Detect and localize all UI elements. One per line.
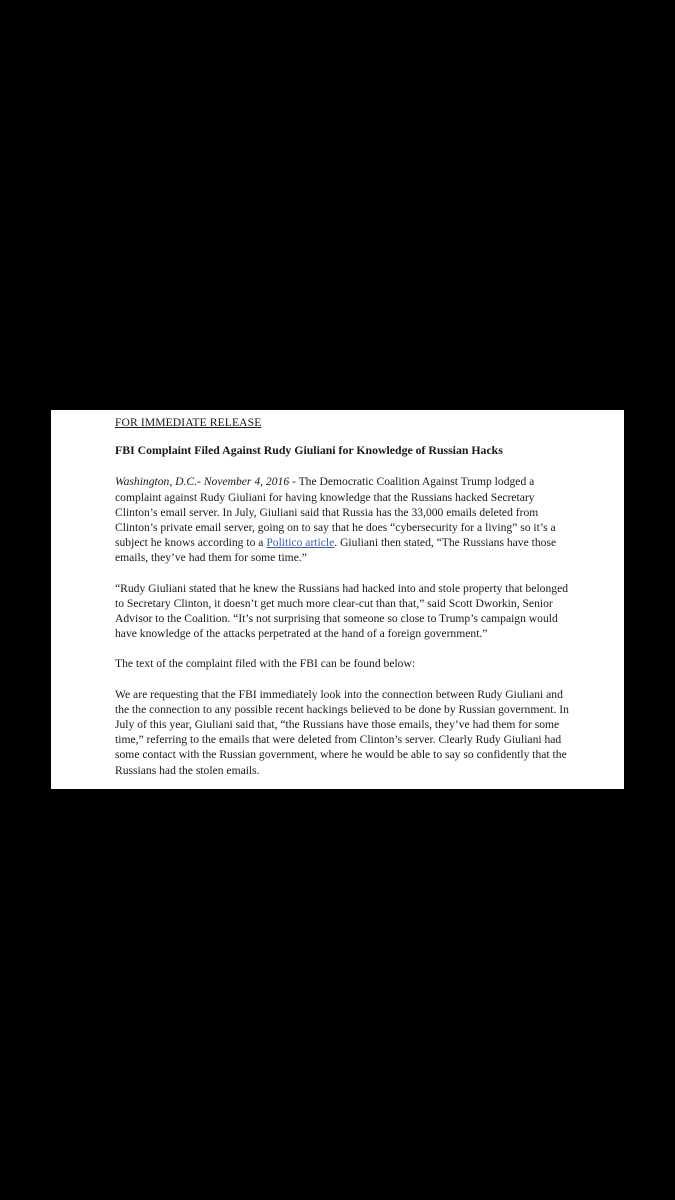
paragraph-1-text-b: . Giuliani then stated, “The Russians have those emails, they’ve had them for some time.” [115,536,557,565]
headline: FBI Complaint Filed Against Rudy Giuliani for Knowledge of Russian Hacks [115,443,503,458]
dateline: Washington, D.C.- November 4, 2016 [115,475,290,489]
paragraph-2: “Rudy Giuliani stated that he knew the Russians had hacked into and stole property that belonged to Secretary Clinton, it doesn’t get much more clear-cut than that,” said Scott Dworkin, Senior Advisor to the Coalition. “It’s not surprising that someone so close to Trump’s campaign would have knowledge of the attacks perpetrated at the hand of a foreign government.” [115,581,569,641]
release-label: FOR IMMEDIATE RELEASE [115,416,262,429]
paragraph-4: We are requesting that the FBI immediately look into the connection between Rudy Giuliani and the the connection to any possible recent hackings believed to be done by Russian government. In July of this year, Giuliani said that, “the Russians have those emails, they’ve had them for some time,” referring to the emails that were deleted from Clinton’s server. Clearly Rudy Giuliani had some contact with the Russian government, where he would be able to say so confidently that the Russians had the stolen emails. [115,687,569,777]
politico-article-link[interactable]: Politico article [266,536,335,550]
paragraph-3: The text of the complaint filed with the FBI can be found below: [115,657,416,671]
paragraph-1-text-a: - The Democratic Coalition Against Trump lodged a complaint against Rudy Giuliani for having knowledge that the Russians hacked Secretary Clinton’s email server. In July, Giuliani said that Russia has the 33,000 emails deleted from Clinton’s private email server, going on to say that he does “cybersecurity for a living” so it’s a subject he knows according to a [115,475,556,550]
paragraph-1 [115,474,572,565]
document-page [51,410,624,789]
